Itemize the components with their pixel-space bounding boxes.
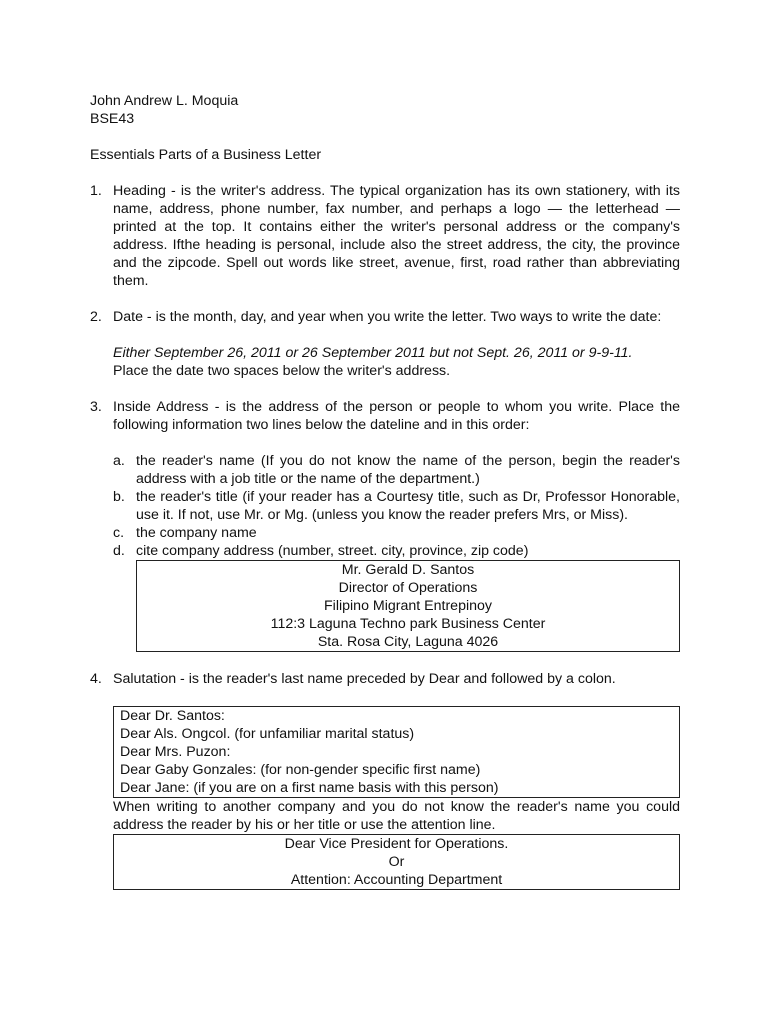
sub-item-text: the reader's title (if your reader has a Courtesy title, such as Dr, Professor Honorable, use it. If not, use Mr. or Mg. (unless you know the reader prefers Mrs, or Miss). [136,489,680,523]
date-note: Place the date two spaces below the writer's address. [113,363,451,379]
list-item-inside-address [90,398,680,652]
sub-item-text: the company name [136,525,257,541]
sub-item-letter: b. [113,489,125,505]
item-text: Inside Address - is the address of the person or people to whom you write. Place the following information two lines below the dateline and in this order: [113,399,680,433]
sub-item-letter: c. [113,525,125,541]
sub-item [113,488,680,524]
author-name: John Andrew L. Moquia [90,93,239,109]
item-text: Heading - is the writer's address. The typical organization has its own stationery, with its name, address, phone number, fax number, and perhaps a logo — the letterhead — printed at the top. It contains either the writer's personal address or the company's address. Ifthe heading is personal, include also the street address, the city, the province and the zipcode. Spell out words like street, avenue, first, road rather than abbreviating them. [113,183,680,289]
list-item-salutation [90,670,680,890]
item-number: 1. [90,183,102,199]
sub-item-text: the reader's name (If you do not know the name of the person, begin the reader's address with a job title or the name of the department.) [136,453,680,487]
box-line: Dear Als. Ongcol. (for unfamiliar marital status) [120,726,415,742]
attention-line-note: When writing to another company and you do not know the reader's name you could address the reader by his or her title or use the attention line. [113,799,680,833]
box-line: Attention: Accounting Department [290,872,503,888]
box-line: Dear Dr. Santos: [120,708,225,724]
author-section: BSE43 [90,111,135,127]
item-number: 2. [90,309,102,325]
box-line: Dear Gaby Gonzales: (for non-gender specific first name) [120,762,481,778]
box-line: Or [388,854,405,870]
sub-item-letter: d. [113,543,125,559]
document-title: Essentials Parts of a Business Letter [90,147,322,163]
item-text: Date - is the month, day, and year when you write the letter. Two ways to write the date: [113,309,662,325]
box-line: Mr. Gerald D. Santos [341,562,475,578]
salutation-example-box [113,706,680,798]
list-item-heading [90,182,680,290]
sub-item [113,452,680,488]
box-line: Dear Mrs. Puzon: [120,744,231,760]
box-line: Sta. Rosa City, Laguna 4026 [317,634,499,650]
list-item-date [90,308,680,380]
item-number: 4. [90,671,102,687]
item-text: Salutation - is the reader's last name preceded by Dear and followed by a colon. [113,671,616,687]
sub-item [113,542,680,560]
box-line: Dear Vice President for Operations. [284,836,509,852]
box-line: Filipino Migrant Entrepinoy [324,598,492,614]
box-line: 112:3 Laguna Techno park Business Center [270,616,546,632]
document-page [90,92,680,890]
sub-item-text: cite company address (number, street. city, province, zip code) [136,543,529,559]
attention-example-box [113,834,680,890]
item-number: 3. [90,399,102,415]
date-example: Either September 26, 2011 or 26 September 2011 but not Sept. 26, 2011 or 9-9-11. [113,345,633,361]
sub-item [113,524,680,542]
box-line: Dear Jane: (if you are on a first name basis with this person) [120,780,499,796]
sub-item-letter: a. [113,453,125,469]
inside-address-example-box [136,560,680,652]
box-line: Director of Operations [338,580,478,596]
